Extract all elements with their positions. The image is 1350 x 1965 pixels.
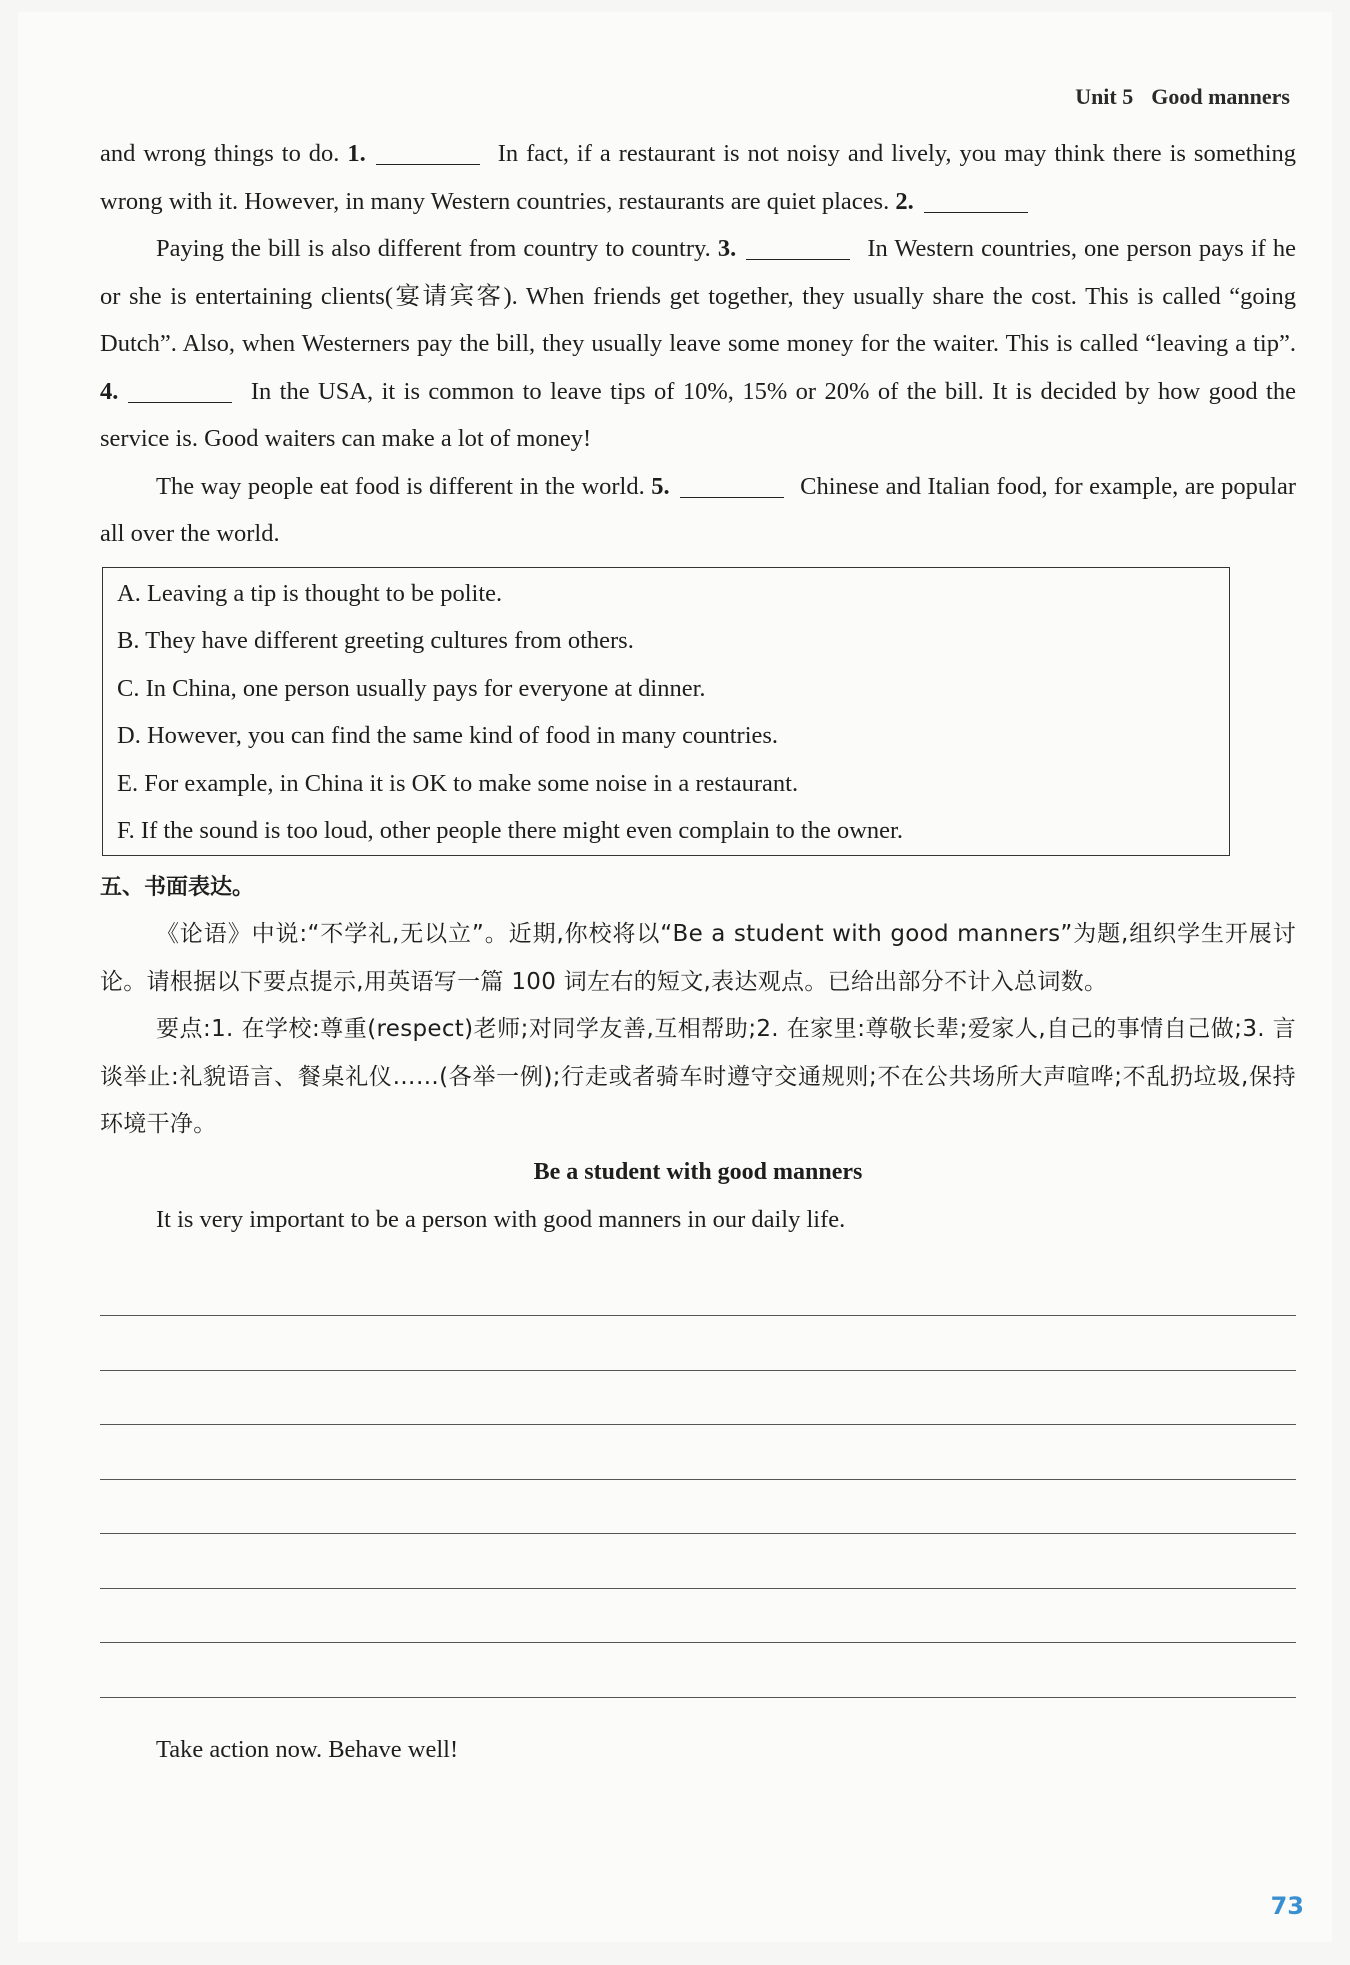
writing-line[interactable] [100,1425,1296,1480]
options-box [102,567,1230,856]
writing-points: 要点:1. 在学校:尊重(respect)老师;对同学友善,互相帮助;2. 在家里:尊敬长辈;爱家人,自己的事情自己做;3. 言谈举止:礼貌语言、餐桌礼仪……(各举一例);行走或者骑车时遵守交通规则;不在公共场所大声喧哗;不乱扔垃圾,保持环境干净。 [100,1016,1296,1137]
writing-line[interactable] [100,1643,1296,1698]
passage-text: and wrong things to do. [100,140,340,167]
option-d: D. However, you can find the same kind of food in many countries. [117,722,779,749]
passage-text: In fact, if a restaurant is not noisy and lively, you may think there is something wrong with it. However, in many Western countries, restaurants are quiet places. [100,140,1296,215]
passage-paragraph-3 [100,463,1296,558]
passage-paragraph-1 [100,130,1296,225]
passage-text: Paying the bill is also different from country to country. [156,235,711,262]
blank-number-2: 2. [895,187,914,215]
option-a: A. Leaving a tip is thought to be polite. [117,579,503,607]
writing-line[interactable] [100,1371,1296,1426]
passage-text: In Western countries, one person pays if he or she is entertaining clients(宴请宾客). When friends get together, they usually share the cost. This is called “going Dutch”. Also, when Westerners pay the bill, they usually leave some money for the waiter. This is called “leaving a tip”. [100,235,1296,357]
option-c: C. In China, one person usually pays for everyone at dinner. [117,674,706,702]
writing-instruction: 《论语》中说:“不学礼,无以立”。近期,你校将以“Be a student with good manners”为题,组织学生开展讨论。请根据以下要点提示,用英语写一篇 100 词左右的短文,表达观点。已给出部分不计入总词数。 [100,921,1296,995]
passage-text: In the USA, it is common to leave tips of 10%, 15% or 20% of the bill. It is decided by how good the service is. Good waiters can make a lot of money! [100,377,1296,452]
option-b: B. They have different greeting cultures from others. [117,627,634,654]
writing-line[interactable] [100,1534,1296,1589]
option-f: F. If the sound is too loud, other people there might even complain to the owner. [117,817,903,844]
blank-number-4: 4. [100,377,119,405]
writing-line[interactable] [100,1262,1296,1317]
writing-lines [100,1262,1296,1698]
passage-text: The way people eat food is different in the world. [156,472,645,500]
writing-line[interactable] [100,1480,1296,1535]
unit-label: Unit 5 [1075,84,1134,109]
content [100,130,1296,1773]
writing-line[interactable] [100,1316,1296,1371]
blank-number-5: 5. [651,472,670,500]
passage-text: Chinese and Italian food, for example, are popular all over the world. [100,472,1297,547]
answer-blank-1[interactable] [376,138,480,165]
answer-blank-5[interactable] [680,471,784,498]
page [18,12,1332,1942]
blank-number-1: 1. [347,140,366,167]
answer-blank-2[interactable] [924,186,1028,213]
essay-closing: Take action now. Behave well! [156,1735,459,1763]
essay-title: Be a student with good manners [533,1158,863,1185]
blank-number-3: 3. [717,235,737,262]
unit-title: Good manners [1151,84,1290,109]
section-title: 五、书面表达。 [100,874,255,900]
passage-paragraph-2 [100,225,1296,463]
option-e: E. For example, in China it is OK to make some noise in a restaurant. [117,769,799,797]
essay-opening: It is very important to be a person with good manners in our daily life. [156,1206,846,1233]
page-number: 73 [1270,1892,1304,1920]
answer-blank-3[interactable] [746,233,850,260]
running-head [1075,84,1290,110]
writing-line[interactable] [100,1589,1296,1644]
answer-blank-4[interactable] [128,376,232,403]
